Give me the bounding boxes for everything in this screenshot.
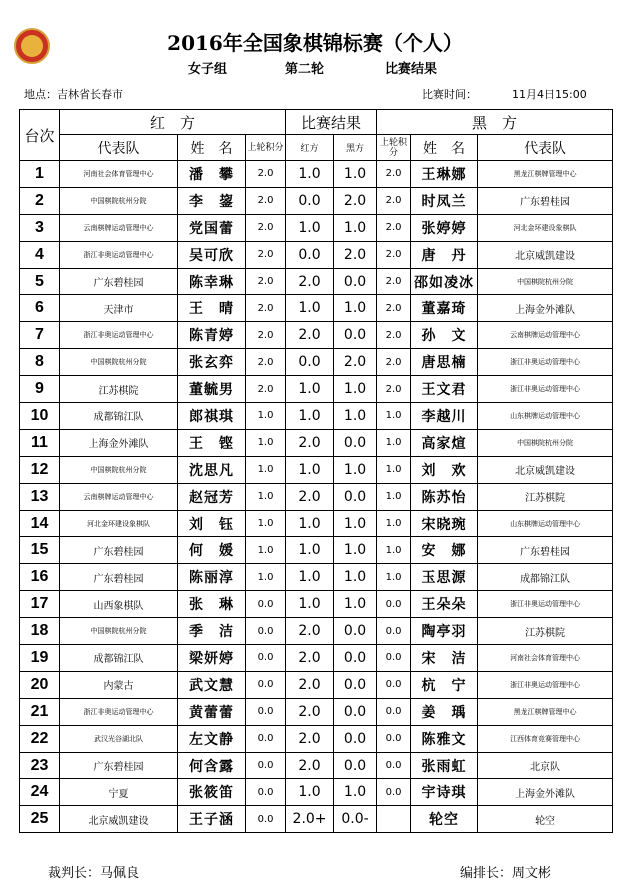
red-name: 吴可欣 — [178, 241, 246, 268]
red-score: 2.0 — [286, 322, 334, 349]
red-team: 中国棋院杭州分院 — [60, 456, 178, 483]
round-no: 12 — [20, 456, 60, 483]
black-prev-score: 2.0 — [377, 295, 411, 322]
black-prev-score: 0.0 — [377, 645, 411, 672]
round-no: 14 — [20, 510, 60, 537]
table-row — [20, 779, 613, 806]
black-score: 1.0 — [334, 161, 377, 188]
black-team: 中国棋院杭州分院 — [478, 268, 613, 295]
round-no: 15 — [20, 537, 60, 564]
red-prev-score: 1.0 — [246, 483, 286, 510]
red-prev-score: 2.0 — [246, 187, 286, 214]
red-team: 成都锦江队 — [60, 403, 178, 430]
round-no: 10 — [20, 403, 60, 430]
round-no: 13 — [20, 483, 60, 510]
black-score: 0.0 — [334, 322, 377, 349]
header-result: 比赛结果 — [286, 110, 377, 135]
black-name: 宋 洁 — [411, 645, 478, 672]
round-no: 16 — [20, 564, 60, 591]
table-row — [20, 564, 613, 591]
black-prev-score: 1.0 — [377, 564, 411, 591]
black-name: 陈雅文 — [411, 725, 478, 752]
table-row — [20, 510, 613, 537]
red-name: 左文静 — [178, 725, 246, 752]
red-prev-score: 2.0 — [246, 241, 286, 268]
red-prev-score: 2.0 — [246, 349, 286, 376]
black-team: 黑龙江棋牌管理中心 — [478, 698, 613, 725]
header-black-prev: 上轮积分 — [377, 135, 411, 161]
round-no: 5 — [20, 268, 60, 295]
time-value: 11月4日15:00 — [512, 88, 587, 101]
red-prev-score: 2.0 — [246, 295, 286, 322]
black-team: 云南棋牌运动管理中心 — [478, 322, 613, 349]
header-black: 黑 方 — [377, 110, 613, 135]
black-name: 高家煊 — [411, 429, 478, 456]
red-team: 广东碧桂园 — [60, 564, 178, 591]
red-name: 张 琳 — [178, 591, 246, 618]
table-row — [20, 671, 613, 698]
table-row — [20, 645, 613, 672]
table-row — [20, 806, 613, 833]
header-round-no: 台次 — [20, 110, 60, 161]
red-prev-score: 1.0 — [246, 403, 286, 430]
red-team: 江苏棋院 — [60, 376, 178, 403]
red-name: 李 鋆 — [178, 187, 246, 214]
red-score: 1.0 — [286, 779, 334, 806]
red-team: 上海金外滩队 — [60, 429, 178, 456]
red-prev-score: 1.0 — [246, 510, 286, 537]
black-score: 2.0 — [334, 349, 377, 376]
black-score: 1.0 — [334, 510, 377, 537]
black-score: 1.0 — [334, 779, 377, 806]
black-name: 董嘉琦 — [411, 295, 478, 322]
black-score: 1.0 — [334, 376, 377, 403]
black-prev-score: 0.0 — [377, 698, 411, 725]
red-prev-score: 0.0 — [246, 591, 286, 618]
black-prev-score: 2.0 — [377, 376, 411, 403]
red-prev-score: 2.0 — [246, 322, 286, 349]
black-team: 中国棋院杭州分院 — [478, 429, 613, 456]
black-prev-score: 0.0 — [377, 618, 411, 645]
black-prev-score: 2.0 — [377, 349, 411, 376]
red-score: 1.0 — [286, 295, 334, 322]
black-score: 1.0 — [334, 537, 377, 564]
red-team: 中国棋院杭州分院 — [60, 349, 178, 376]
red-prev-score: 0.0 — [246, 618, 286, 645]
black-prev-score: 0.0 — [377, 779, 411, 806]
chief-arranger: 编排长：周文彬 — [460, 866, 552, 881]
black-name: 张雨虹 — [411, 752, 478, 779]
black-score: 0.0 — [334, 483, 377, 510]
table-row — [20, 537, 613, 564]
black-prev-score: 2.0 — [377, 241, 411, 268]
round-no: 18 — [20, 618, 60, 645]
black-score: 2.0 — [334, 241, 377, 268]
red-team: 河北金环建设象棋队 — [60, 510, 178, 537]
red-team: 河南社会体育管理中心 — [60, 161, 178, 188]
black-prev-score — [377, 806, 411, 833]
round-no: 7 — [20, 322, 60, 349]
round-no: 21 — [20, 698, 60, 725]
round-no: 4 — [20, 241, 60, 268]
black-team: 山东棋牌运动管理中心 — [478, 403, 613, 430]
black-score: 0.0 — [334, 618, 377, 645]
black-team: 北京队 — [478, 752, 613, 779]
table-row — [20, 214, 613, 241]
table-row — [20, 376, 613, 403]
black-name: 安 娜 — [411, 537, 478, 564]
black-prev-score: 0.0 — [377, 591, 411, 618]
black-prev-score: 2.0 — [377, 268, 411, 295]
black-score: 2.0 — [334, 187, 377, 214]
black-score: 1.0 — [334, 295, 377, 322]
table-row — [20, 591, 613, 618]
black-team: 北京威凯建设 — [478, 456, 613, 483]
red-name: 王 晴 — [178, 295, 246, 322]
black-prev-score: 1.0 — [377, 403, 411, 430]
red-prev-score: 2.0 — [246, 268, 286, 295]
black-name: 张婷婷 — [411, 214, 478, 241]
red-prev-score: 0.0 — [246, 806, 286, 833]
black-prev-score: 2.0 — [377, 187, 411, 214]
red-name: 王 铿 — [178, 429, 246, 456]
black-score: 1.0 — [334, 591, 377, 618]
black-team: 浙江非奥运动管理中心 — [478, 591, 613, 618]
red-prev-score: 1.0 — [246, 429, 286, 456]
black-prev-score: 2.0 — [377, 322, 411, 349]
red-prev-score: 0.0 — [246, 645, 286, 672]
red-score: 1.0 — [286, 403, 334, 430]
red-score: 0.0 — [286, 349, 334, 376]
black-score: 0.0 — [334, 671, 377, 698]
red-prev-score: 2.0 — [246, 376, 286, 403]
red-team: 广东碧桂园 — [60, 268, 178, 295]
red-name: 沈思凡 — [178, 456, 246, 483]
red-name: 张筱笛 — [178, 779, 246, 806]
header-black-team: 代表队 — [478, 135, 613, 161]
black-prev-score: 0.0 — [377, 671, 411, 698]
header-red-name: 姓 名 — [178, 135, 246, 161]
table-row — [20, 161, 613, 188]
black-name: 刘 欢 — [411, 456, 478, 483]
round-label: 第二轮 — [285, 62, 325, 77]
red-name: 黄蕾蕾 — [178, 698, 246, 725]
black-prev-score: 0.0 — [377, 725, 411, 752]
red-score: 2.0 — [286, 698, 334, 725]
time-label: 比赛时间： — [422, 88, 477, 101]
chief-referee: 裁判长：马佩良 — [48, 866, 140, 881]
red-score: 2.0 — [286, 618, 334, 645]
black-team: 上海金外滩队 — [478, 779, 613, 806]
round-no: 9 — [20, 376, 60, 403]
black-name: 王文君 — [411, 376, 478, 403]
red-name: 党国蕾 — [178, 214, 246, 241]
black-team: 浙江非奥运动管理中心 — [478, 671, 613, 698]
red-name: 何含露 — [178, 752, 246, 779]
red-prev-score: 0.0 — [246, 698, 286, 725]
red-team: 浙江非奥运动管理中心 — [60, 241, 178, 268]
black-prev-score: 1.0 — [377, 510, 411, 537]
black-team: 黑龙江棋牌管理中心 — [478, 161, 613, 188]
black-team: 河北金环建设象棋队 — [478, 214, 613, 241]
red-team: 中国棋院杭州分院 — [60, 618, 178, 645]
black-name: 孙 文 — [411, 322, 478, 349]
red-name: 赵冠芳 — [178, 483, 246, 510]
table-row — [20, 483, 613, 510]
black-team: 江苏棋院 — [478, 483, 613, 510]
black-name: 李越川 — [411, 403, 478, 430]
red-prev-score: 2.0 — [246, 161, 286, 188]
round-no: 22 — [20, 725, 60, 752]
black-score: 0.0 — [334, 268, 377, 295]
red-score: 2.0+ — [286, 806, 334, 833]
red-team: 中国棋院杭州分院 — [60, 187, 178, 214]
round-no: 20 — [20, 671, 60, 698]
red-name: 郎祺琪 — [178, 403, 246, 430]
red-prev-score: 1.0 — [246, 564, 286, 591]
red-score: 2.0 — [286, 725, 334, 752]
red-score: 1.0 — [286, 591, 334, 618]
red-name: 何 媛 — [178, 537, 246, 564]
red-name: 刘 钰 — [178, 510, 246, 537]
round-no: 19 — [20, 645, 60, 672]
black-name: 唐思楠 — [411, 349, 478, 376]
red-score: 1.0 — [286, 564, 334, 591]
red-name: 梁妍婷 — [178, 645, 246, 672]
black-team: 上海金外滩队 — [478, 295, 613, 322]
red-prev-score: 0.0 — [246, 725, 286, 752]
black-score: 1.0 — [334, 403, 377, 430]
black-team: 广东碧桂园 — [478, 187, 613, 214]
black-name: 杭 宁 — [411, 671, 478, 698]
table-row — [20, 403, 613, 430]
red-score: 1.0 — [286, 537, 334, 564]
red-name: 陈丽淳 — [178, 564, 246, 591]
round-no: 1 — [20, 161, 60, 188]
page-title: 2016年全国象棋锦标赛（个人） — [167, 31, 463, 55]
table-row — [20, 187, 613, 214]
black-prev-score: 1.0 — [377, 429, 411, 456]
red-name: 潘 攀 — [178, 161, 246, 188]
round-no: 24 — [20, 779, 60, 806]
table-row — [20, 752, 613, 779]
black-prev-score: 1.0 — [377, 483, 411, 510]
header-black-name: 姓 名 — [411, 135, 478, 161]
black-name: 玉思源 — [411, 564, 478, 591]
round-no: 17 — [20, 591, 60, 618]
table-row — [20, 349, 613, 376]
location: 地点：吉林省长春市 — [24, 88, 123, 101]
red-team: 内蒙古 — [60, 671, 178, 698]
red-team: 广东碧桂园 — [60, 537, 178, 564]
table-row — [20, 268, 613, 295]
black-score: 1.0 — [334, 456, 377, 483]
header-black-score: 黑方 — [334, 135, 377, 161]
red-score: 1.0 — [286, 214, 334, 241]
black-prev-score: 0.0 — [377, 752, 411, 779]
table-row — [20, 698, 613, 725]
black-name: 唐 丹 — [411, 241, 478, 268]
group-label: 女子组 — [188, 62, 228, 77]
round-no: 11 — [20, 429, 60, 456]
black-score: 0.0 — [334, 725, 377, 752]
red-team: 成都锦江队 — [60, 645, 178, 672]
black-score: 0.0- — [334, 806, 377, 833]
red-prev-score: 0.0 — [246, 752, 286, 779]
black-team: 浙江非奥运动管理中心 — [478, 376, 613, 403]
round-no: 25 — [20, 806, 60, 833]
black-score: 0.0 — [334, 429, 377, 456]
black-name: 陈苏怡 — [411, 483, 478, 510]
red-name: 张玄弈 — [178, 349, 246, 376]
red-prev-score: 1.0 — [246, 537, 286, 564]
black-team: 山东棋牌运动管理中心 — [478, 510, 613, 537]
black-prev-score: 2.0 — [377, 161, 411, 188]
black-name: 轮空 — [411, 806, 478, 833]
black-name: 王琳娜 — [411, 161, 478, 188]
red-team: 山西象棋队 — [60, 591, 178, 618]
black-team: 浙江非奥运动管理中心 — [478, 349, 613, 376]
header-red: 红 方 — [60, 110, 286, 135]
red-team: 云南棋牌运动管理中心 — [60, 483, 178, 510]
header-red-score: 红方 — [286, 135, 334, 161]
red-team: 浙江非奥运动管理中心 — [60, 698, 178, 725]
table-row — [20, 322, 613, 349]
red-score: 1.0 — [286, 456, 334, 483]
red-score: 2.0 — [286, 671, 334, 698]
red-team: 广东碧桂园 — [60, 752, 178, 779]
red-team: 武汉光谷湖北队 — [60, 725, 178, 752]
table-row — [20, 456, 613, 483]
red-name: 王子涵 — [178, 806, 246, 833]
black-team: 成都锦江队 — [478, 564, 613, 591]
round-no: 8 — [20, 349, 60, 376]
black-name: 邵如凌冰 — [411, 268, 478, 295]
red-name: 武文慧 — [178, 671, 246, 698]
round-no: 2 — [20, 187, 60, 214]
table-row — [20, 618, 613, 645]
table-row — [20, 725, 613, 752]
black-score: 1.0 — [334, 214, 377, 241]
round-no: 3 — [20, 214, 60, 241]
red-prev-score: 0.0 — [246, 671, 286, 698]
black-prev-score: 1.0 — [377, 537, 411, 564]
red-team: 宁夏 — [60, 779, 178, 806]
red-score: 0.0 — [286, 241, 334, 268]
black-name: 时凤兰 — [411, 187, 478, 214]
black-score: 0.0 — [334, 645, 377, 672]
black-name: 宇诗琪 — [411, 779, 478, 806]
red-score: 2.0 — [286, 483, 334, 510]
black-team: 轮空 — [478, 806, 613, 833]
table-row — [20, 241, 613, 268]
black-score: 0.0 — [334, 752, 377, 779]
red-name: 季 洁 — [178, 618, 246, 645]
black-name: 宋晓琬 — [411, 510, 478, 537]
red-score: 2.0 — [286, 429, 334, 456]
red-prev-score: 2.0 — [246, 214, 286, 241]
round-no: 23 — [20, 752, 60, 779]
table-row — [20, 429, 613, 456]
red-score: 2.0 — [286, 268, 334, 295]
red-team: 浙江非奥运动管理中心 — [60, 322, 178, 349]
header-red-prev: 上轮积分 — [246, 135, 286, 161]
round-no: 6 — [20, 295, 60, 322]
black-name: 王朵朵 — [411, 591, 478, 618]
red-score: 1.0 — [286, 161, 334, 188]
red-team: 北京威凯建设 — [60, 806, 178, 833]
red-team: 天津市 — [60, 295, 178, 322]
black-team: 广东碧桂园 — [478, 537, 613, 564]
black-score: 1.0 — [334, 564, 377, 591]
red-score: 2.0 — [286, 752, 334, 779]
red-prev-score: 1.0 — [246, 456, 286, 483]
red-prev-score: 0.0 — [246, 779, 286, 806]
table-row — [20, 295, 613, 322]
red-score: 1.0 — [286, 510, 334, 537]
result-label: 比赛结果 — [385, 62, 438, 77]
red-team: 云南棋牌运动管理中心 — [60, 214, 178, 241]
black-team: 江西体育竞赛管理中心 — [478, 725, 613, 752]
red-score: 1.0 — [286, 376, 334, 403]
black-name: 陶亭羽 — [411, 618, 478, 645]
black-name: 姜 瑀 — [411, 698, 478, 725]
red-score: 0.0 — [286, 187, 334, 214]
black-score: 0.0 — [334, 698, 377, 725]
red-name: 陈青婷 — [178, 322, 246, 349]
red-name: 董毓男 — [178, 376, 246, 403]
black-team: 北京威凯建设 — [478, 241, 613, 268]
black-prev-score: 1.0 — [377, 456, 411, 483]
header-red-team: 代表队 — [60, 135, 178, 161]
black-team: 河南社会体育管理中心 — [478, 645, 613, 672]
red-score: 2.0 — [286, 645, 334, 672]
results-table — [19, 109, 613, 833]
black-team: 江苏棋院 — [478, 618, 613, 645]
black-prev-score: 2.0 — [377, 214, 411, 241]
red-name: 陈幸琳 — [178, 268, 246, 295]
